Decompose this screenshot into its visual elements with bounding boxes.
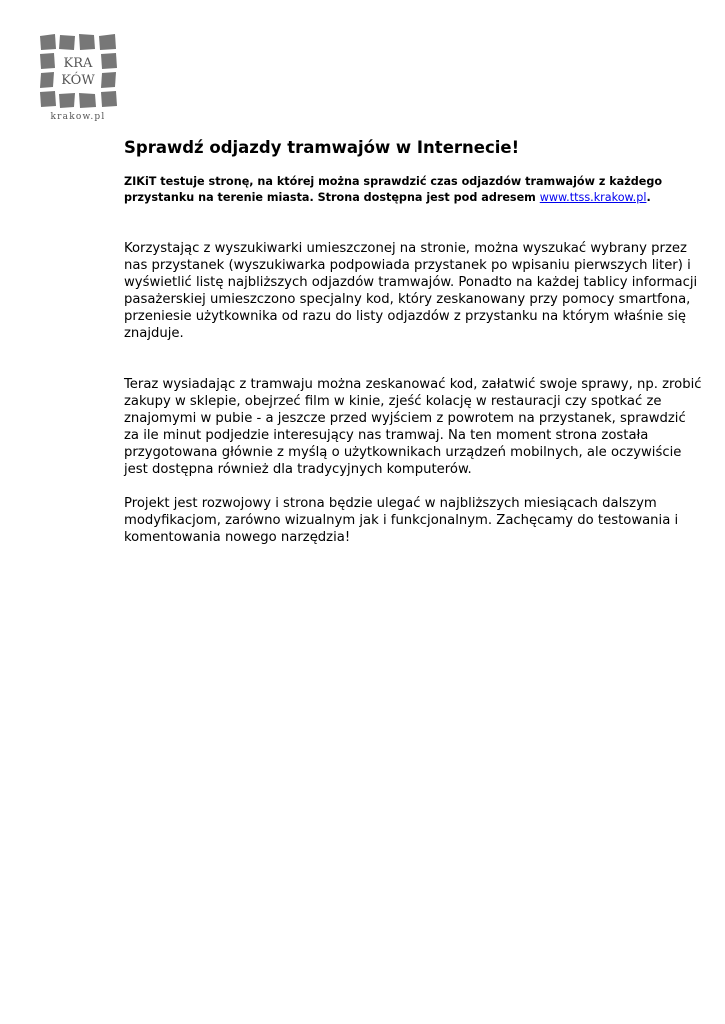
logo-line1: KRA xyxy=(63,56,93,71)
article-title: Sprawdź odjazdy tramwajów w Internecie! xyxy=(124,138,520,157)
paragraph-search: Korzystając z wyszukiwarki umieszczonej na stronie, można wyszukać wybrany przez nas przystanek (wyszukiwarka podpowiada przystanek po wpisaniu pierwszych liter) i wyświetlić listę najbliższych odjazdów tramwajów. Ponadto na każdej tablicy informacji pasażerskiej umieszczono specjalny kod, który zeskanowany przy pomocy smartfona, przeniesie użytkownika od razu do listy odjazdów z przystanku na którym właśnie się znajduje. xyxy=(124,241,698,341)
krakow-logo xyxy=(38,32,122,122)
paragraph-project: Projekt jest rozwojowy i strona będzie ulegać w najbliższych miesiącach dalszym modyfikacjom, zarówno wizualnym jak i funkcjonalnym. Zachęcamy do testowania i komentowania nowego narzędzia! xyxy=(124,496,679,545)
lead-text: ZIKiT testuje stronę, na której można sprawdzić czas odjazdów tramwajów z każdego przystanku na terenie miasta. Strona dostępna jest pod adresem xyxy=(124,175,663,204)
ttss-link[interactable]: www.ttss.krakow.pl xyxy=(539,191,647,204)
krakow-logo-graphic xyxy=(38,32,122,122)
logo-line2: KÓW xyxy=(61,73,95,88)
article-lead xyxy=(124,174,704,206)
article xyxy=(124,136,704,546)
logo-url-text: krakow.pl xyxy=(50,112,106,122)
lead-end: . xyxy=(646,191,651,204)
paragraph-scan-code: Teraz wysiadając z tramwaju można zeskanować kod, załatwić swoje sprawy, np. zrobić zakupy w sklepie, obejrzeć film w kinie, zjeść kolację w restauracji czy spotkać ze znajomymi w pubie - a jeszcze przed wyjściem z powrotem na przystanek, sprawdzić za ile minut podjedzie interesujący nas tramwaj. Na ten moment strona została przygotowana głównie z myślą o użytkownikach urządzeń mobilnych, ale oczywiście jest dostępna również dla tradycyjnych komputerów. xyxy=(124,377,702,477)
